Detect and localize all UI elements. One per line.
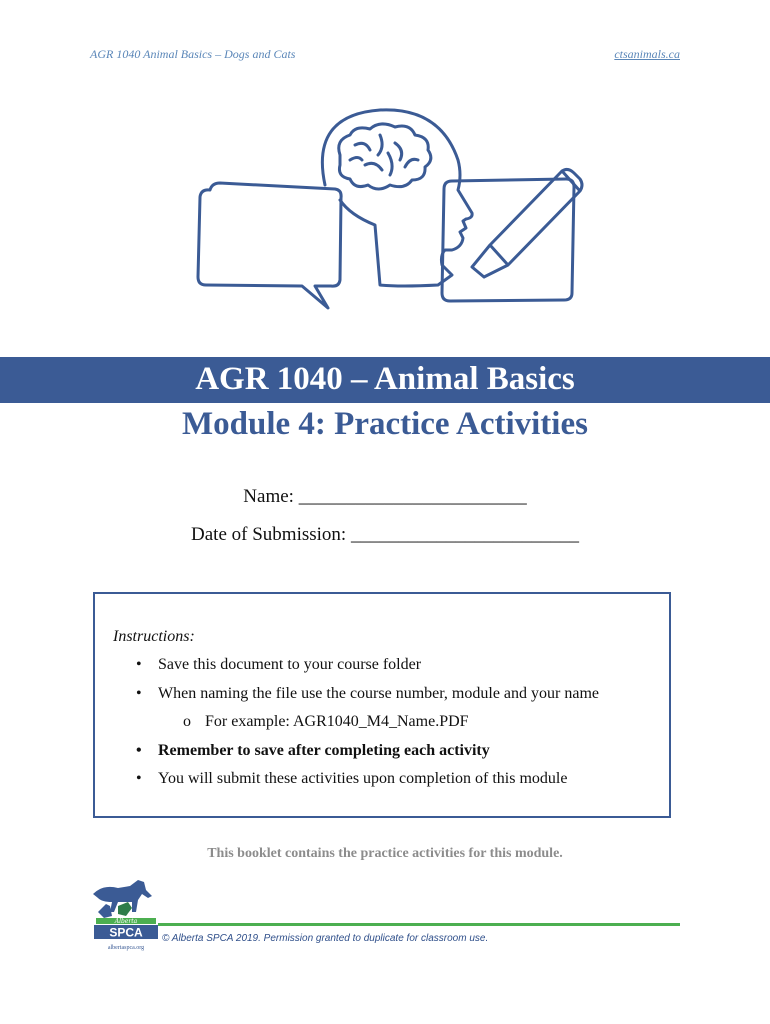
footer-divider	[158, 923, 680, 926]
logo-spca-text: SPCA	[109, 925, 143, 940]
bullet-icon: •	[136, 656, 142, 673]
header-site-link[interactable]: ctsanimals.ca	[614, 47, 680, 61]
date-of-submission-field[interactable]: Date of Submission: ________________________	[191, 524, 579, 545]
bullet-icon: •	[136, 742, 142, 759]
module-title: Module 4: Practice Activities	[182, 406, 588, 442]
header-course-title: AGR 1040 Animal Basics – Dogs and Cats	[90, 47, 296, 61]
list-item-text: You will submit these activities upon completion of this module	[158, 770, 568, 787]
bullet-icon: •	[136, 770, 142, 787]
name-field[interactable]: Name: ________________________	[243, 486, 527, 507]
learning-illustration	[190, 105, 590, 315]
logo-url-text: albertaspca.org	[107, 945, 145, 951]
sub-bullet-icon: o	[183, 713, 191, 730]
booklet-note: This booklet contains the practice activities for this module.	[207, 846, 563, 861]
list-item-text: When naming the file use the course number, module and your name	[158, 685, 599, 702]
footer-copyright: © Alberta SPCA 2019. Permission granted to duplicate for classroom use.	[162, 933, 489, 944]
list-item	[183, 713, 469, 731]
list-item-text: Save this document to your course folder	[158, 656, 422, 673]
list-item	[136, 685, 599, 703]
speech-bubble-icon	[198, 183, 341, 308]
pencil-icon	[472, 169, 582, 277]
brain-icon	[339, 124, 431, 189]
course-title: AGR 1040 – Animal Basics	[195, 361, 575, 397]
alberta-spca-logo	[88, 872, 163, 954]
list-item-text: Remember to save after completing each activity	[158, 742, 490, 759]
logo-script-text: Alberta	[114, 918, 138, 925]
list-item-text: For example: AGR1040_M4_Name.PDF	[205, 713, 469, 730]
list-item	[136, 770, 568, 788]
list-item	[136, 656, 422, 674]
instructions-title: Instructions:	[113, 628, 195, 645]
list-item	[136, 742, 490, 760]
dog-silhouette-icon	[98, 904, 112, 918]
instructions-box	[93, 592, 671, 818]
bullet-icon: •	[136, 685, 142, 702]
